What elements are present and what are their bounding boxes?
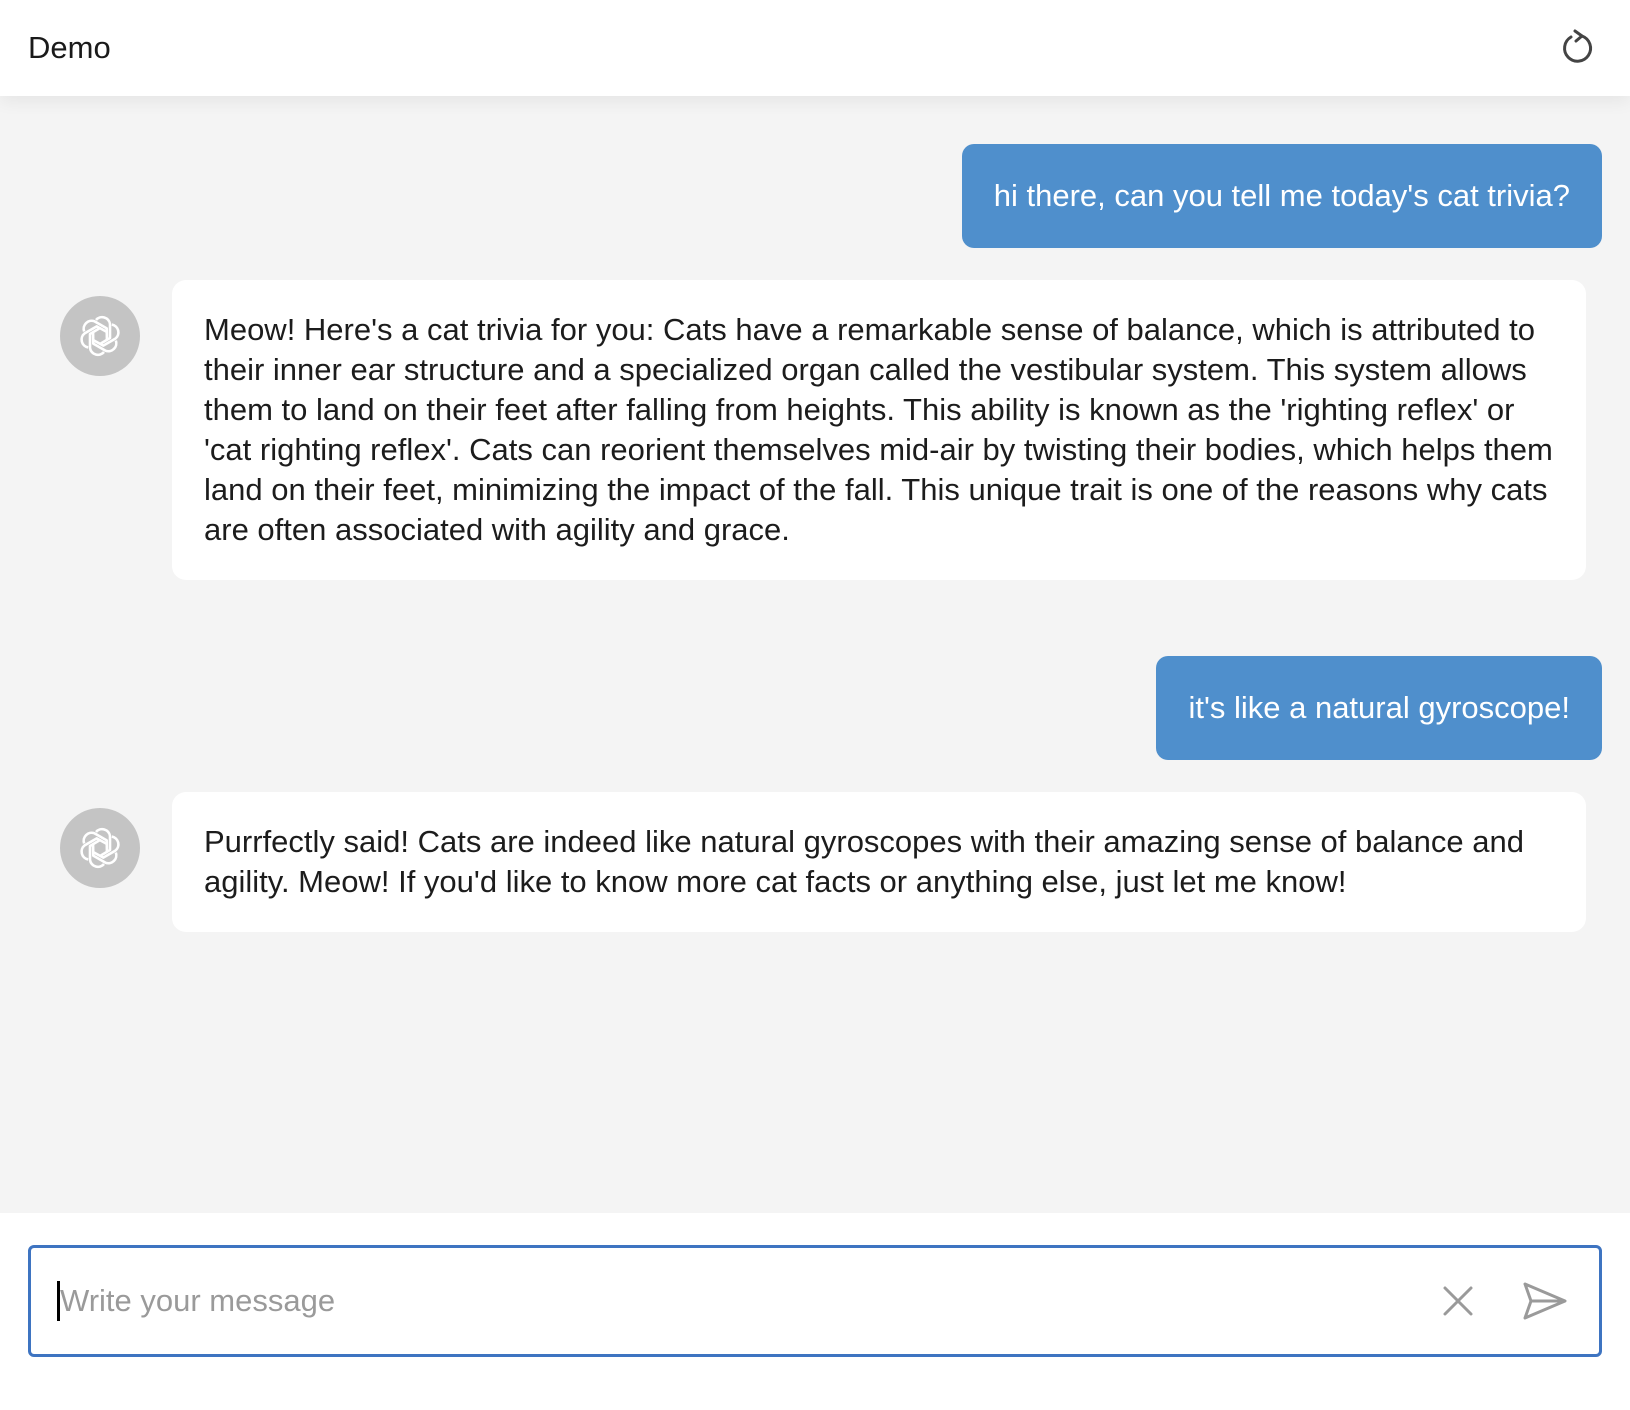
user-message-bubble: hi there, can you tell me today's cat trivia? [962, 144, 1602, 248]
refresh-icon [1557, 28, 1597, 68]
user-message-bubble: it's like a natural gyroscope! [1156, 656, 1602, 760]
message-row-user [1156, 656, 1602, 760]
message-row-assistant [60, 792, 1586, 932]
assistant-avatar [60, 296, 140, 376]
close-icon [1441, 1284, 1475, 1318]
assistant-message-bubble: Meow! Here's a cat trivia for you: Cats have a remarkable sense of balance, which is attributed to their inner ear structure and a specialized organ called the vestibular system. This system allows them to land on their feet after falling from heights. This ability is known as the 'righting reflex' or 'cat righting reflex'. Cats can reorient themselves mid-air by twisting their bodies, which helps them land on their feet, minimizing the impact of the fall. This unique trait is one of the reasons why cats are often associated with agility and grace. [172, 280, 1586, 580]
message-input-box[interactable] [28, 1245, 1602, 1357]
clear-button[interactable] [1433, 1276, 1483, 1326]
assistant-avatar [60, 808, 140, 888]
openai-logo-icon [76, 824, 124, 872]
openai-logo-icon [76, 312, 124, 360]
message-composer [0, 1213, 1630, 1410]
refresh-button[interactable] [1554, 25, 1600, 71]
header-bar [0, 0, 1630, 96]
message-list[interactable] [0, 96, 1630, 1213]
assistant-message-bubble: Purrfectly said! Cats are indeed like natural gyroscopes with their amazing sense of balance and agility. Meow! If you'd like to know more cat facts or anything else, just let me know! [172, 792, 1586, 932]
message-input[interactable] [60, 1271, 1433, 1331]
page-title: Demo [28, 30, 111, 65]
message-row-user [962, 144, 1602, 248]
send-icon [1522, 1281, 1568, 1321]
send-button[interactable] [1515, 1276, 1575, 1326]
message-row-assistant [60, 280, 1586, 580]
